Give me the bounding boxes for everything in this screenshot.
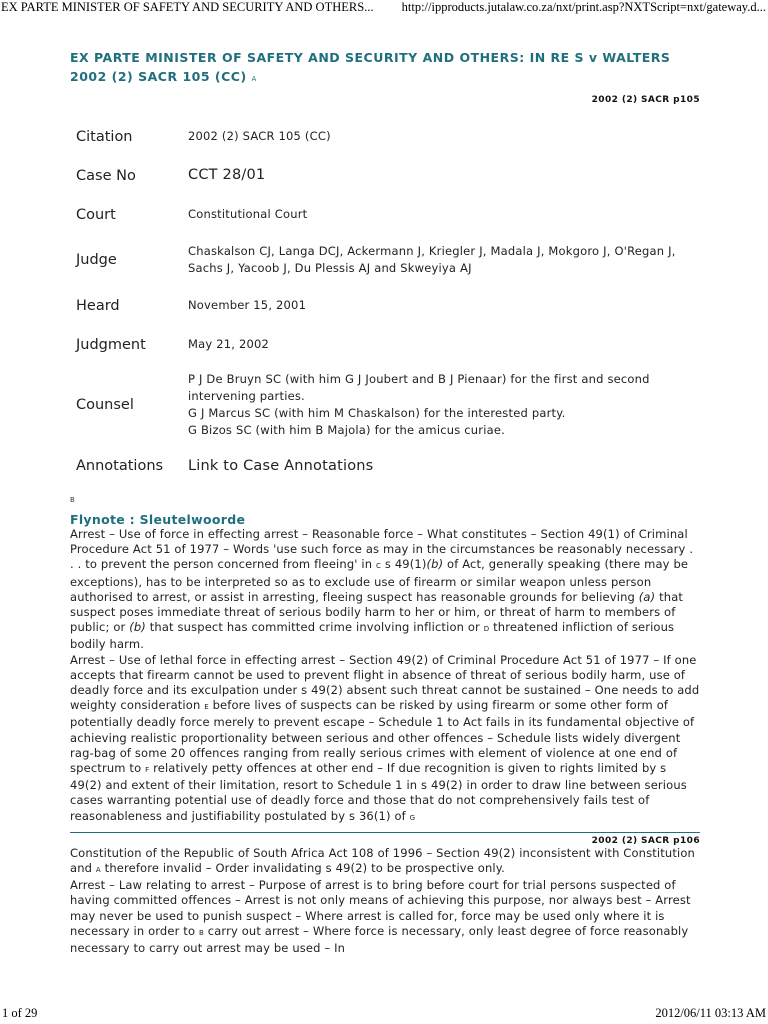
case-title	[70, 48, 700, 89]
margin-marker-e: E	[204, 703, 209, 712]
margin-marker-c: C	[376, 562, 382, 571]
counsel-line: G Bizos SC (with him B Majola) for the amicus curiae.	[188, 423, 505, 437]
page-reference: 2002 (2) SACR p106	[591, 835, 700, 846]
meta-key: Case No	[76, 167, 136, 184]
meta-row-counsel	[70, 364, 700, 446]
print-header-title: EX PARTE MINISTER OF SAFETY AND SECURITY AND OTHERS...	[1, 0, 374, 14]
page-reference: 2002 (2) SACR p105	[591, 95, 700, 105]
meta-row-heard	[70, 286, 700, 325]
meta-key: Counsel	[76, 397, 134, 413]
print-header	[0, 0, 768, 16]
margin-marker-b: B	[198, 928, 204, 937]
continuation-text	[70, 846, 700, 956]
meta-key: Judge	[76, 252, 117, 268]
print-timestamp: 2012/06/11 03:13 AM	[655, 1006, 766, 1020]
meta-key: Citation	[76, 128, 133, 145]
counsel-line: G J Marcus SC (with him M Chaskalson) for the interested party.	[188, 406, 566, 420]
meta-row-citation	[70, 117, 700, 156]
flynote-paragraph: Arrest – Use of lethal force in effecting arrest – Section 49(2) of Criminal Procedure Act 51 of 1977 – If one accepts that firearm cannot be used to prevent flight in absence of threat of serious bodily harm, use of deadly force and its exculpation under s 49(2) absent such threat cannot be sustained – One needs to add weighty consideration E before lives of suspects can be risked by using firearm or some other form of potentially deadly force merely to prevent escape – Schedule 1 to Act fails in its fundamental objective of achieving realistic proportionality between serious and other offences – Schedule lists widely divergent rag-bag of some 20 offences ranging from really serious crimes with element of violence at one end of spectrum to F relatively petty offences at other end – If due recognition is given to rights limited by s 49(2) and extent of their limitation, resort to Schedule 1 in s 49(2) in order to draw line between serious cases warranting potential use of deadly force and those that do not comprehensively fails test of reasonableness and justifiability postulated by s 36(1) of G	[70, 652, 700, 823]
meta-key: Court	[76, 206, 116, 223]
meta-value	[188, 446, 700, 486]
margin-marker-a: A	[251, 75, 257, 83]
meta-value	[188, 364, 700, 446]
meta-key: Heard	[76, 297, 120, 314]
meta-value: CCT 28/01	[188, 167, 266, 183]
meta-value: November 15, 2001	[188, 298, 307, 312]
print-header-url: http://ipproducts.jutalaw.co.za/nxt/print.asp?NXTScript=nxt/gateway.d...	[401, 0, 766, 14]
meta-row-judge	[70, 234, 700, 286]
flynote-heading: Flynote : Sleutelwoorde	[70, 512, 246, 527]
case-title-line2: 2002 (2) SACR 105 (CC)	[70, 69, 247, 84]
flynote-paragraph: Arrest – Use of force in effecting arrest – Reasonable force – What constitutes – Section 49(1) of Criminal Procedure Act 51 of 1977 – Words 'use such force as may in the circumstances be reasonably necessary . . . to prevent the person concerned from fleeing' in C s 49(1)(b) of Act, generally speaking (there may be exceptions), has to be interpreted so as to exclude use of firearm or similar weapon unless person authorised to arrest, or assist in arresting, fleeing suspect has reasonable grounds for believing (a) that suspect poses immediate threat of serious bodily harm to her or him, or threat of harm to members of public; or (b) that suspect has committed crime involving infliction or D threatened infliction of serious bodily harm.	[70, 527, 694, 652]
meta-value: 2002 (2) SACR 105 (CC)	[188, 129, 331, 143]
counsel-line: P J De Bruyn SC (with him G J Joubert and B J Pienaar) for the first and second intervening parties.	[188, 372, 650, 403]
margin-marker-d: D	[483, 625, 490, 634]
flynote-text	[70, 527, 700, 826]
margin-marker-f: F	[145, 766, 150, 775]
meta-value: Constitutional Court	[188, 207, 308, 221]
margin-marker-b: B	[70, 496, 75, 504]
page-count: 1 of 29	[2, 1006, 38, 1020]
document	[70, 48, 700, 956]
meta-value: May 21, 2002	[188, 337, 270, 351]
case-meta-table	[70, 117, 700, 486]
meta-row-court	[70, 195, 700, 234]
meta-row-annotations	[70, 446, 700, 486]
meta-row-case-no	[70, 156, 700, 195]
meta-row-judgment	[70, 325, 700, 364]
meta-key: Judgment	[76, 336, 146, 353]
meta-value: Chaskalson CJ, Langa DCJ, Ackermann J, Kriegler J, Madala J, Mokgoro J, O'Regan J, Sachs J, Yacoob J, Du Plessis AJ and Skweyiya AJ	[188, 244, 676, 275]
print-footer	[0, 1006, 768, 1024]
margin-marker-g: G	[409, 813, 416, 822]
body-paragraph: Constitution of the Republic of South Africa Act 108 of 1996 – Section 49(2) inconsistent with Constitution and A therefore invalid – Order invalidating s 49(2) to be prospective only.	[70, 845, 695, 876]
body-paragraph: Arrest – Law relating to arrest – Purpose of arrest is to bring before court for trial persons suspected of having committed offences – Arrest is not only means of achieving this purpose, nor always best – Arrest may never be used to punish suspect – Where arrest is called for, force may be used only where it is necessary in order to B carry out arrest – Where force is necessary, only least degree of force reasonably necessary to carry out arrest may be used – In	[70, 878, 691, 956]
page-divider	[70, 832, 700, 833]
margin-marker-a: A	[95, 866, 101, 875]
case-annotations-link[interactable]: Link to Case Annotations	[188, 457, 374, 474]
case-title-line1: EX PARTE MINISTER OF SAFETY AND SECURITY AND OTHERS: IN RE S v WALTERS	[70, 50, 671, 65]
meta-key: Annotations	[76, 458, 164, 474]
